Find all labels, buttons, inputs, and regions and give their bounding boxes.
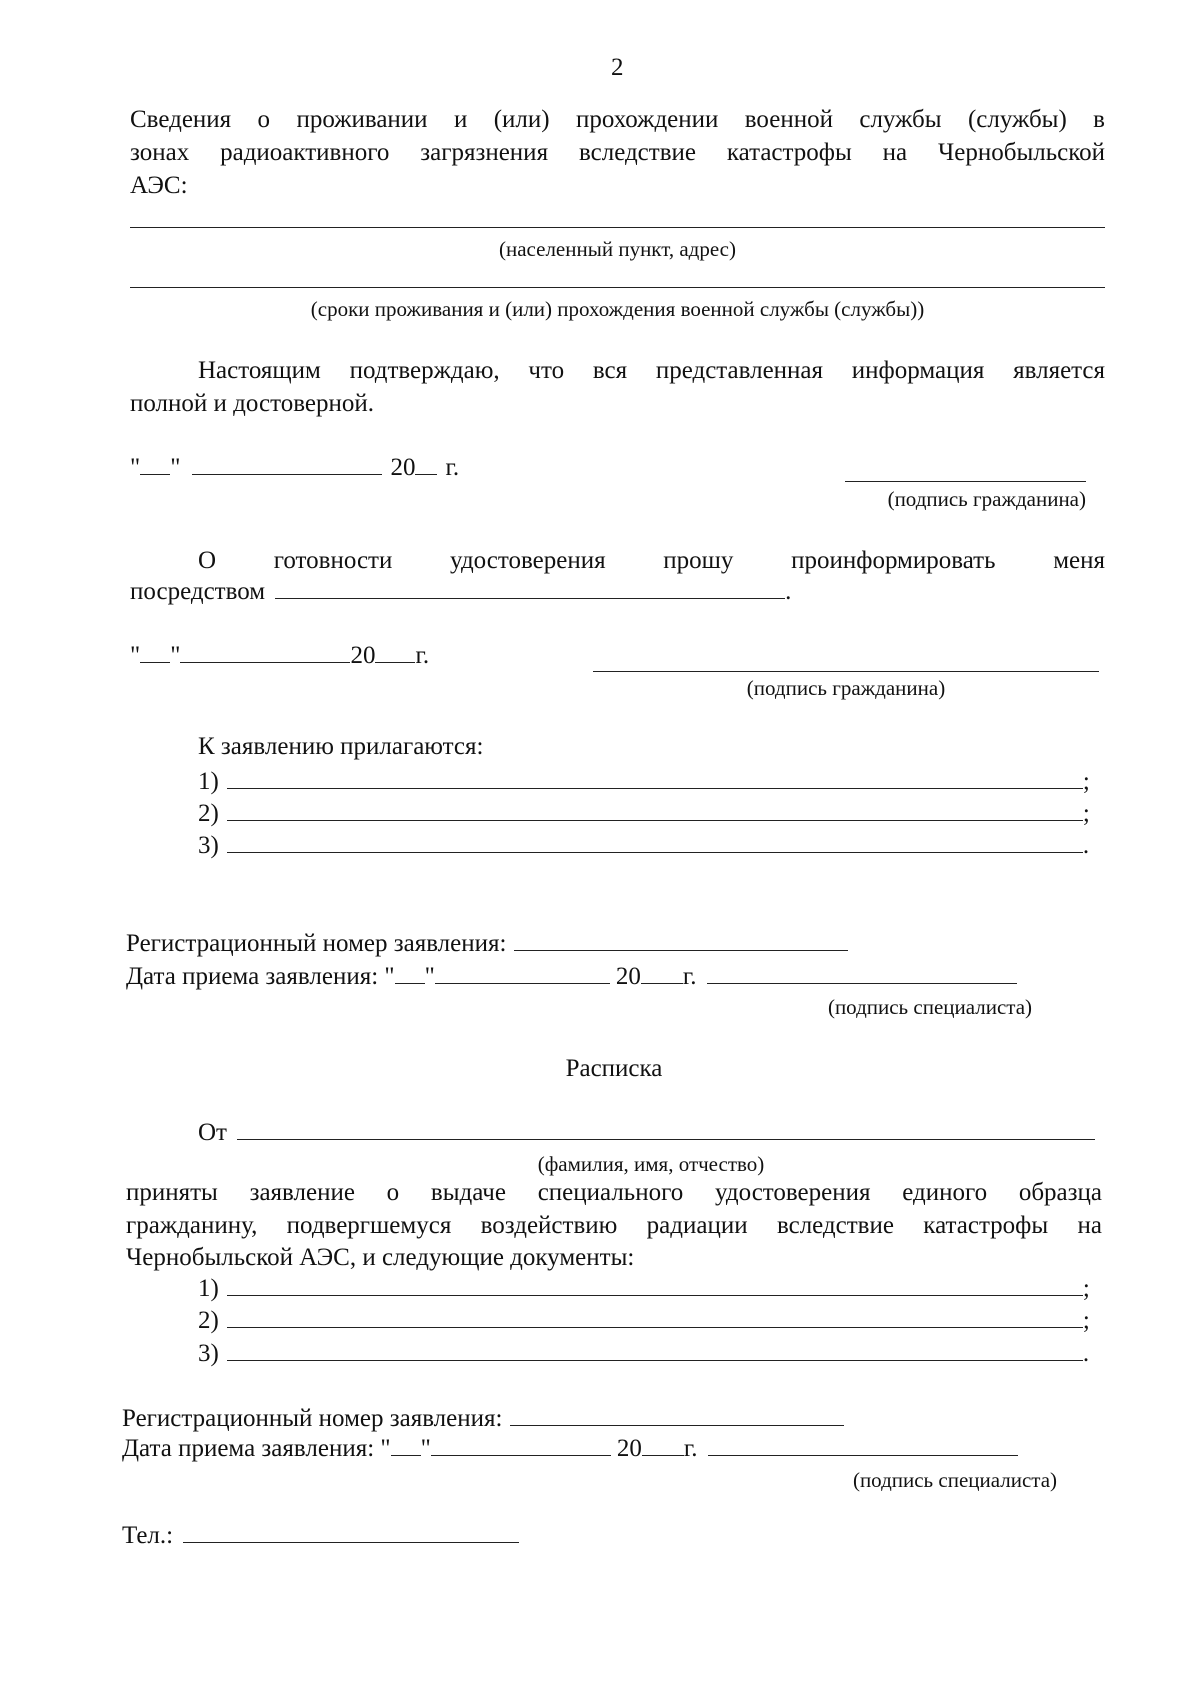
- period-caption: (сроки проживания и (или) прохождения военной службы (службы)): [310, 297, 925, 321]
- item-end: ;: [1082, 768, 1090, 795]
- quote: ": [170, 454, 181, 481]
- address-field[interactable]: [130, 227, 1105, 228]
- quote: ": [420, 1435, 431, 1462]
- residence-line-2: зонах радиоактивного загрязнения вследствие катастрофы на Чернобыльской: [130, 139, 1105, 166]
- item-end: ;: [1082, 1307, 1090, 1334]
- attachment-item: [198, 766, 1090, 798]
- item-number: 2): [198, 1307, 219, 1334]
- residence-line-3: АЭС:: [130, 172, 188, 199]
- day-field[interactable]: [140, 452, 170, 475]
- month-field[interactable]: [435, 961, 610, 984]
- quote: ": [424, 963, 435, 990]
- page-number: 2: [611, 54, 624, 81]
- registration-number-row-2: [122, 1403, 844, 1435]
- quote: ": [130, 642, 141, 669]
- registration-date-label: Дата приема заявления: ": [122, 1435, 391, 1462]
- receipt-document-field-1[interactable]: [227, 1273, 1083, 1296]
- phone-row: [122, 1520, 519, 1552]
- address-caption: (населенный пункт, адрес): [499, 237, 736, 261]
- attachment-field-1[interactable]: [227, 766, 1083, 789]
- citizen-signature-caption-1: (подпись гражданина): [887, 487, 1086, 511]
- receipt-line-2: гражданину, подвергшемуся воздействию радиации вследствие катастрофы на: [126, 1212, 1102, 1239]
- phone-label: Тел.:: [122, 1522, 174, 1549]
- item-end: .: [1082, 1340, 1090, 1367]
- year-suffix: г.: [445, 454, 460, 481]
- confirmation-line-1: Настоящим подтверждаю, что вся представленная информация является: [198, 357, 1105, 384]
- registration-number-field-2[interactable]: [510, 1403, 844, 1426]
- attachment-field-2[interactable]: [227, 798, 1083, 821]
- year-suffix: г.: [682, 963, 697, 990]
- day-field[interactable]: [140, 640, 170, 663]
- notification-line-2: [130, 576, 791, 608]
- receipt-item: [198, 1338, 1089, 1370]
- attachment-item: [198, 830, 1089, 862]
- receipt-title: Расписка: [565, 1055, 663, 1082]
- registration-number-label: Регистрационный номер заявления:: [122, 1405, 503, 1432]
- receipt-document-field-3[interactable]: [227, 1338, 1083, 1361]
- specialist-signature-field-2[interactable]: [708, 1433, 1018, 1456]
- citizen-signature-field-1[interactable]: [845, 481, 1086, 482]
- specialist-signature-caption-1: (подпись специалиста): [827, 995, 1033, 1019]
- receipt-line-1: приняты заявление о выдаче специального удостоверения единого образца: [126, 1179, 1102, 1206]
- registration-date-row-1: [126, 961, 1017, 993]
- citizen-signature-field-2[interactable]: [593, 671, 1099, 672]
- year-prefix: 20: [616, 1435, 642, 1462]
- year-field[interactable]: [415, 452, 437, 475]
- notification-method-field[interactable]: [275, 576, 785, 599]
- receipt-document-field-2[interactable]: [227, 1305, 1083, 1328]
- item-number: 1): [198, 768, 219, 795]
- receipt-line-3: Чернобыльской АЭС, и следующие документы:: [126, 1244, 635, 1271]
- year-field[interactable]: [375, 640, 415, 663]
- receipt-item: [198, 1305, 1090, 1337]
- specialist-signature-field-1[interactable]: [707, 961, 1017, 984]
- registration-date-row-2: [122, 1433, 1018, 1465]
- year-suffix: г.: [415, 642, 430, 669]
- item-number: 1): [198, 1275, 219, 1302]
- notification-date: [130, 640, 429, 672]
- year-field[interactable]: [642, 1433, 684, 1456]
- registration-number-field-1[interactable]: [514, 928, 848, 951]
- day-field[interactable]: [395, 961, 425, 984]
- item-end: ;: [1082, 1275, 1090, 1302]
- residence-line-1: Сведения о проживании и (или) прохождении военной службы (службы) в: [130, 106, 1105, 133]
- registration-number-label: Регистрационный номер заявления:: [126, 930, 507, 957]
- year-field[interactable]: [641, 961, 683, 984]
- notification-via-label: посредством: [130, 578, 266, 605]
- notification-line-1: О готовности удостоверения прошу проинформировать меня: [198, 547, 1105, 574]
- month-field[interactable]: [192, 452, 382, 475]
- receipt-item: [198, 1273, 1090, 1305]
- item-number: 3): [198, 1340, 219, 1367]
- year-prefix: 20: [615, 963, 641, 990]
- confirmation-line-2: полной и достоверной.: [130, 390, 374, 417]
- month-field[interactable]: [431, 1433, 611, 1456]
- period: .: [785, 578, 792, 605]
- month-field[interactable]: [180, 640, 350, 663]
- item-end: ;: [1082, 800, 1090, 827]
- quote: ": [170, 642, 181, 669]
- receipt-from-row: [198, 1117, 1095, 1149]
- item-end: .: [1082, 832, 1090, 859]
- specialist-signature-caption-2: (подпись специалиста): [852, 1468, 1058, 1492]
- day-field[interactable]: [391, 1433, 421, 1456]
- registration-number-row-1: [126, 928, 848, 960]
- period-field[interactable]: [130, 287, 1105, 288]
- quote: ": [130, 454, 141, 481]
- year-prefix: 20: [350, 642, 376, 669]
- phone-field[interactable]: [183, 1520, 519, 1543]
- attachment-field-3[interactable]: [227, 830, 1083, 853]
- item-number: 3): [198, 832, 219, 859]
- citizen-signature-caption-2: (подпись гражданина): [746, 676, 946, 700]
- attachment-item: [198, 798, 1090, 830]
- from-label: От: [198, 1119, 227, 1146]
- confirmation-date: [130, 452, 459, 484]
- attachments-heading: К заявлению прилагаются:: [198, 733, 484, 760]
- year-suffix: г.: [683, 1435, 698, 1462]
- full-name-field[interactable]: [237, 1117, 1095, 1140]
- item-number: 2): [198, 800, 219, 827]
- full-name-caption: (фамилия, имя, отчество): [537, 1152, 765, 1176]
- registration-date-label: Дата приема заявления: ": [126, 963, 395, 990]
- year-prefix: 20: [390, 454, 416, 481]
